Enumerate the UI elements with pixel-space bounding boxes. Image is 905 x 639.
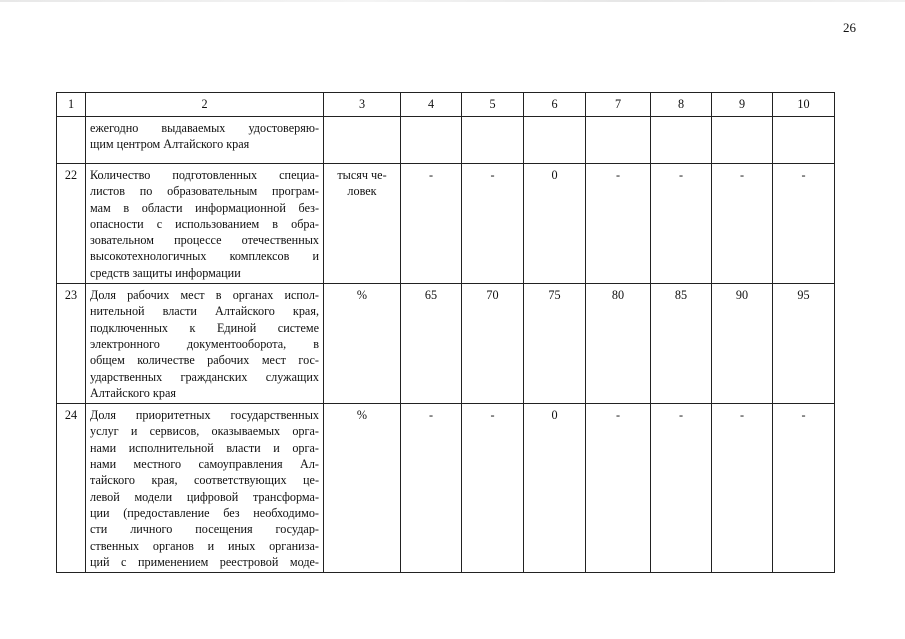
- row-number: [57, 117, 86, 164]
- description-line: нами исполнительной власти и орга-: [90, 440, 319, 455]
- indicator-value: 75: [524, 284, 586, 404]
- description-line: нами местного самоуправления Ал-: [90, 457, 319, 472]
- description-line: ции (предоставление без необходимо-: [90, 505, 319, 520]
- indicator-value: 0: [524, 164, 586, 284]
- indicator-value: -: [651, 404, 712, 573]
- indicator-value: [586, 117, 651, 164]
- table-row: [57, 117, 835, 164]
- header-cell: 9: [712, 93, 773, 117]
- description-line: зовательном процессе отечественных: [90, 233, 319, 248]
- indicator-value: -: [651, 164, 712, 284]
- description-line: ежегодно выдаваемых удостоверяю-: [90, 121, 319, 135]
- description-line: Алтайского края: [90, 385, 176, 400]
- description-line: средств защиты информации: [90, 265, 241, 280]
- description-line: щим центром Алтайского края: [90, 137, 250, 152]
- indicator-value: -: [712, 404, 773, 573]
- table-row: [57, 164, 835, 284]
- header-cell: 5: [462, 93, 524, 117]
- indicator-value: -: [462, 164, 524, 284]
- indicator-value: 65: [401, 284, 462, 404]
- scan-edge: [0, 0, 905, 2]
- unit-of-measure: [324, 117, 401, 164]
- header-cell: 6: [524, 93, 586, 117]
- indicator-description: [86, 284, 324, 404]
- description-line: опасности с использованием в обра-: [90, 216, 319, 231]
- row-number: 22: [57, 164, 86, 284]
- indicator-description: [86, 404, 324, 573]
- indicator-value: [462, 117, 524, 164]
- indicator-value: -: [586, 404, 651, 573]
- header-cell: 7: [586, 93, 651, 117]
- unit-line: %: [356, 288, 368, 303]
- indicator-table: [56, 92, 835, 573]
- description-line: Количество подготовленных специа-: [90, 168, 319, 182]
- description-line: Доля рабочих мест в органах испол-: [90, 288, 319, 303]
- description-line: Доля приоритетных государственных: [90, 408, 319, 423]
- indicator-value: -: [462, 404, 524, 573]
- description-line: нительной власти Алтайского края,: [90, 304, 319, 319]
- description-line: мам в области информационной без-: [90, 200, 319, 215]
- indicator-value: 0: [524, 404, 586, 573]
- indicator-value: -: [773, 404, 835, 573]
- header-cell: 4: [401, 93, 462, 117]
- indicator-value: 80: [586, 284, 651, 404]
- indicator-value: -: [586, 164, 651, 284]
- indicator-value: -: [401, 404, 462, 573]
- row-number: 23: [57, 284, 86, 404]
- description-line: листов по образовательным програм-: [90, 184, 319, 199]
- indicator-description: [86, 164, 324, 284]
- description-line: высокотехнологичных комплексов и: [90, 249, 319, 264]
- description-line: услуг и сервисов, оказываемых орга-: [90, 424, 319, 439]
- unit-line: ловек: [347, 184, 377, 199]
- indicator-value: [773, 117, 835, 164]
- indicator-value: -: [773, 164, 835, 284]
- header-cell: 3: [324, 93, 401, 117]
- indicator-value: [651, 117, 712, 164]
- indicator-description: [86, 117, 324, 164]
- description-line: ций с применением реестровой моде-: [90, 554, 319, 569]
- table-header-row: [57, 93, 835, 117]
- indicator-value: -: [712, 164, 773, 284]
- row-number: 24: [57, 404, 86, 573]
- indicator-value: [401, 117, 462, 164]
- table-row: [57, 404, 835, 573]
- header-cell: 1: [57, 93, 86, 117]
- indicator-value: 90: [712, 284, 773, 404]
- description-line: ударственных гражданских служащих: [90, 369, 319, 384]
- indicator-value: 85: [651, 284, 712, 404]
- description-line: сти личного посещения государ-: [90, 522, 319, 537]
- page-number: 26: [843, 20, 856, 35]
- indicator-value: 70: [462, 284, 524, 404]
- indicator-value: -: [401, 164, 462, 284]
- unit-line: %: [356, 408, 368, 423]
- indicator-value: [712, 117, 773, 164]
- indicator-value: 95: [773, 284, 835, 404]
- unit-line: тысяч че-: [337, 168, 387, 182]
- table-row: [57, 284, 835, 404]
- description-line: электронного документооборота, в: [90, 336, 319, 351]
- description-line: ственных органов и иных организа-: [90, 538, 319, 553]
- unit-of-measure: [324, 284, 401, 404]
- description-line: тайского края, соответствующих це-: [90, 473, 319, 488]
- unit-of-measure: [324, 404, 401, 573]
- header-cell: 10: [773, 93, 835, 117]
- description-line: общем количестве рабочих мест гос-: [90, 353, 319, 368]
- description-line: левой модели цифровой трансформа-: [90, 489, 319, 504]
- header-cell: 2: [86, 93, 324, 117]
- header-cell: 8: [651, 93, 712, 117]
- description-line: подключенных к Единой системе: [90, 320, 319, 335]
- indicator-value: [524, 117, 586, 164]
- unit-of-measure: [324, 164, 401, 284]
